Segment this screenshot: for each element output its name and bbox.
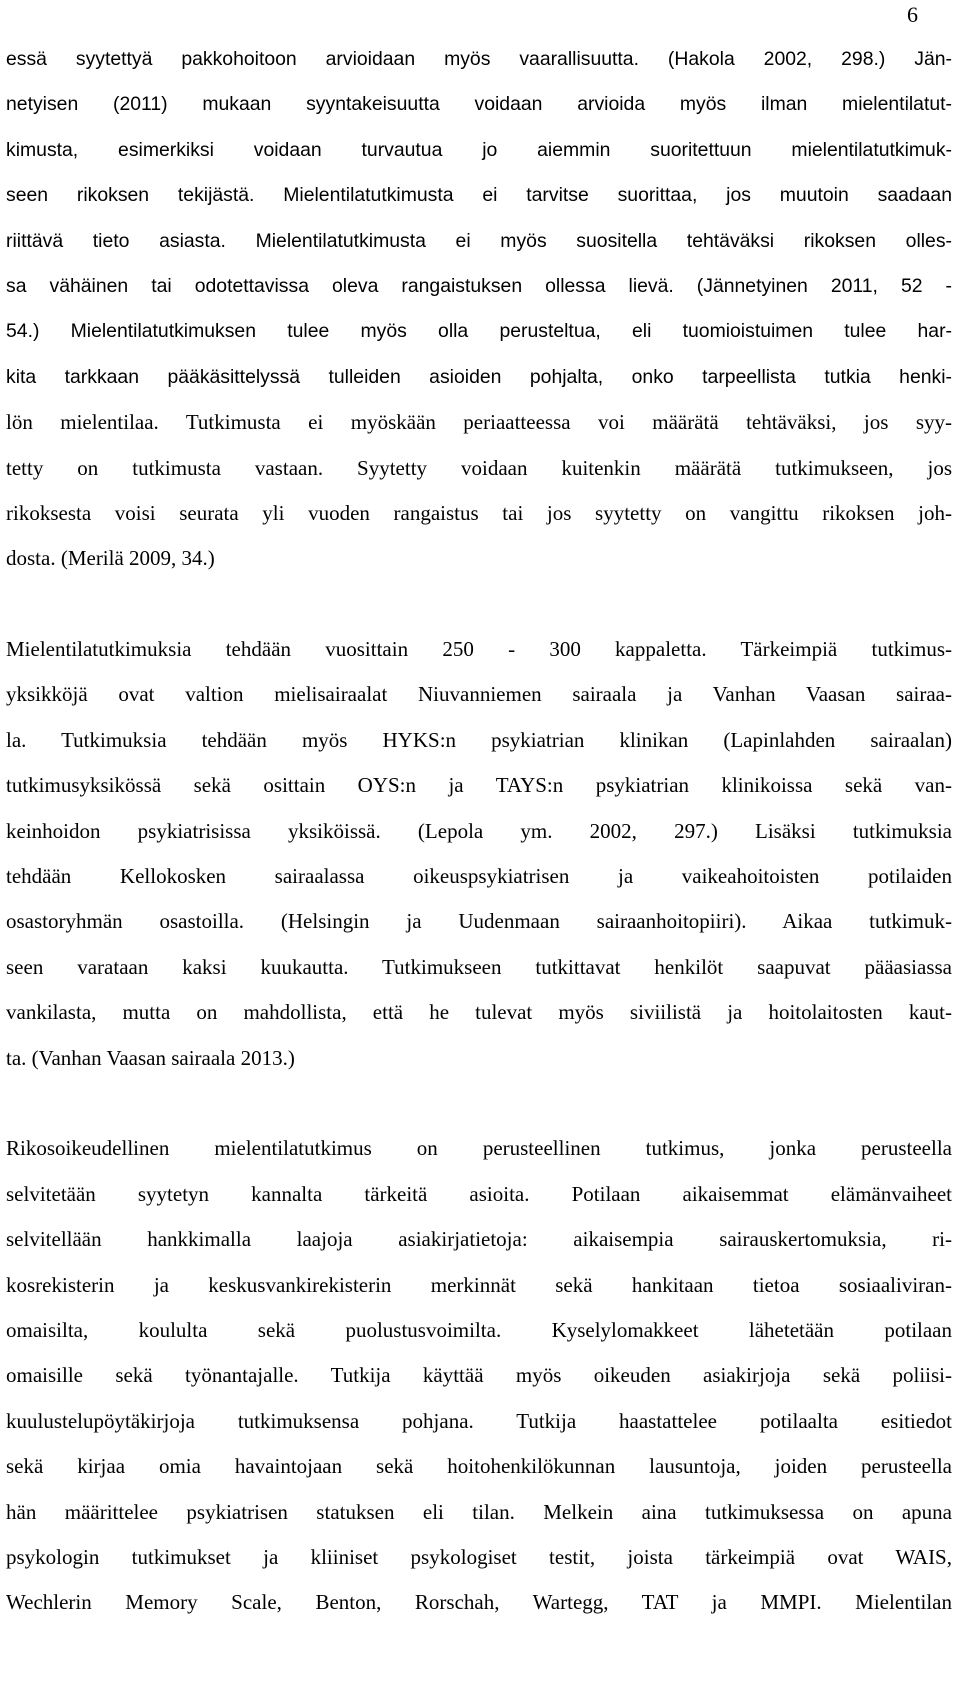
text-line: tetty on tutkimusta vastaan. Syytetty voidaan kuitenkin määrätä tutkimukseen, jos	[6, 455, 952, 480]
page-number: 6	[907, 2, 918, 27]
text-line: lön mielentilaa. Tutkimusta ei myöskään periaatteessa voi määrätä tehtäväksi, jos syy-	[6, 410, 952, 435]
text-line: Rikosoikeudellinen mielentilatutkimus on perusteellinen tutkimus, jonka perusteella	[6, 1136, 952, 1161]
text-line: kimusta, esimerkiksi voidaan turvautua jo aiemmin suoritettuun mielentilatutkimuk-	[6, 138, 952, 161]
paragraph	[0, 37, 952, 582]
text-line: kosrekisterin ja keskusvankirekisterin merkinnät sekä hankitaan tietoa sosiaaliviran-	[6, 1272, 952, 1297]
paragraph-gap	[0, 582, 952, 627]
text-line: essä syytettyä pakkohoitoon arvioidaan myös vaarallisuutta. (Hakola 2002, 298.) Jän-	[6, 48, 952, 70]
text-line: ta. (Vanhan Vaasan sairaala 2013.)	[6, 1045, 295, 1070]
paragraph-gap	[0, 1081, 952, 1126]
text-line: kita tarkkaan pääkäsittelyssä tulleiden asioiden pohjalta, onko tarpeellista tutkia henki-	[6, 365, 952, 388]
text-line: dosta. (Merilä 2009, 34.)	[6, 546, 215, 571]
document-body	[0, 37, 952, 1626]
text-line: omaisille sekä työnantajalle. Tutkija käyttää myös oikeuden asiakirjoja sekä poliisi-	[6, 1363, 952, 1388]
text-line: Mielentilatutkimuksia tehdään vuosittain 250 - 300 kappaletta. Tärkeimpiä tutkimus-	[6, 637, 952, 662]
text-line: netyisen (2011) mukaan syyntakeisuutta voidaan arvioida myös ilman mielentilatut-	[6, 93, 952, 116]
text-line: selvitellään hankkimalla laajoja asiakirjatietoja: aikaisempia sairauskertomuksia, ri-	[6, 1227, 952, 1252]
text-line: hän määrittelee psykiatrisen statuksen eli tilan. Melkein aina tutkimuksessa on apuna	[6, 1499, 952, 1524]
text-line: vankilasta, mutta on mahdollista, että he tulevat myös siviilistä ja hoitolaitosten kaut-	[6, 1000, 952, 1025]
text-line: Wechlerin Memory Scale, Benton, Rorschah, Wartegg, TAT ja MMPI. Mielentilan	[6, 1590, 952, 1615]
text-line: tehdään Kellokosken sairaalassa oikeuspsykiatrisen ja vaikeahoitoisten potilaiden	[6, 864, 952, 889]
text-line: rikoksesta voisi seurata yli vuoden rangaistus tai jos syytetty on vangittu rikoksen joh-	[6, 500, 952, 525]
text-line: seen varataan kaksi kuukautta. Tutkimukseen tutkittavat henkilöt saapuvat pääasiassa	[6, 954, 952, 979]
paragraph	[0, 627, 952, 1081]
text-line: yksikköjä ovat valtion mielisairaalat Niuvanniemen sairaala ja Vanhan Vaasan sairaa-	[6, 682, 952, 707]
text-line: sekä kirjaa omia havaintojaan sekä hoitohenkilökunnan lausuntoja, joiden perusteella	[6, 1454, 952, 1479]
text-line: la. Tutkimuksia tehdään myös HYKS:n psykiatrian klinikan (Lapinlahden sairaalan)	[6, 727, 952, 752]
text-line: omaisilta, koululta sekä puolustusvoimilta. Kyselylomakkeet lähetetään potilaan	[6, 1317, 952, 1342]
text-line: 54.) Mielentilatutkimuksen tulee myös olla perusteltua, eli tuomioistuimen tulee har-	[6, 320, 952, 343]
text-line: osastoryhmän osastoilla. (Helsingin ja Uudenmaan sairaanhoitopiiri). Aikaa tutkimuk-	[6, 909, 952, 934]
text-line: psykologin tutkimukset ja kliiniset psykologiset testit, joista tärkeimpiä ovat WAIS,	[6, 1544, 952, 1569]
paragraph	[0, 1126, 952, 1625]
text-line: riittävä tieto asiasta. Mielentilatutkimusta ei myös suositella tehtäväksi rikoksen olles-	[6, 229, 952, 252]
text-line: kuulustelupöytäkirjoja tutkimuksensa pohjana. Tutkija haastattelee potilaalta esitiedot	[6, 1408, 952, 1433]
text-line: selvitetään syytetyn kannalta tärkeitä asioita. Potilaan aikaisemmat elämänvaiheet	[6, 1181, 952, 1206]
text-line: keinhoidon psykiatrisissa yksiköissä. (Lepola ym. 2002, 297.) Lisäksi tutkimuksia	[6, 818, 952, 843]
text-line: sa vähäinen tai odotettavissa oleva rangaistuksen ollessa lievä. (Jännetyinen 2011, 52 -	[6, 274, 952, 297]
text-line: tutkimusyksikössä sekä osittain OYS:n ja TAYS:n psykiatrian klinikoissa sekä van-	[6, 773, 952, 798]
text-line: seen rikoksen tekijästä. Mielentilatutkimusta ei tarvitse suorittaa, jos muutoin saadaan	[6, 184, 952, 207]
